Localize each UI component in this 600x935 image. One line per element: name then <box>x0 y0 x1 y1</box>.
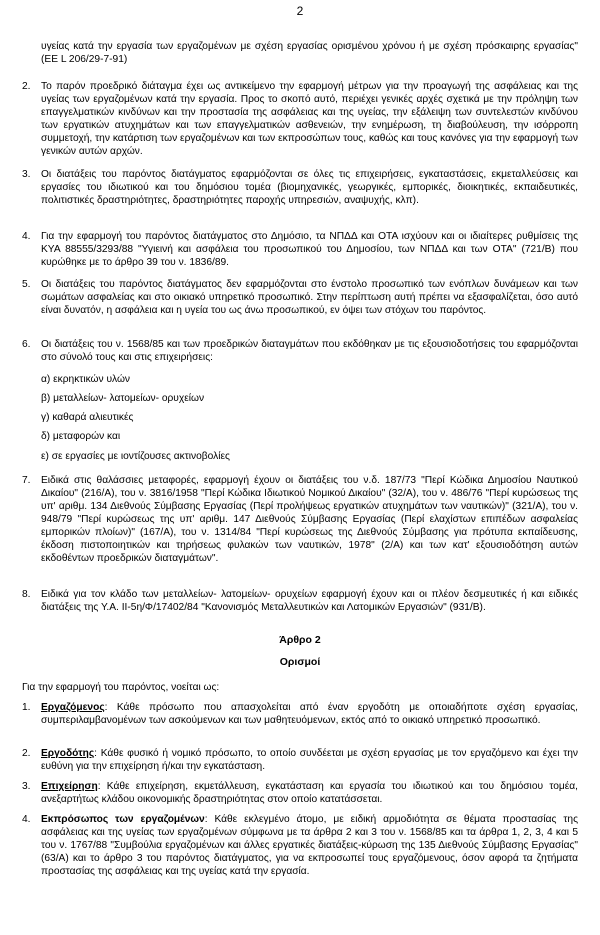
list-item <box>0 338 600 364</box>
list-item <box>0 168 600 207</box>
item-number: 4. <box>22 814 31 825</box>
item-number: 3. <box>22 169 31 180</box>
definitions-intro: Για την εφαρμογή του παρόντος, νοείται ως: <box>22 682 220 693</box>
item-text: Ειδικά για τον κλάδο των μεταλλείων- λατομείων- ορυχείων εφαρμογή έχουν και οι πλέον δεσμευτικές ή και ειδικές διατάξεις της Υ.Α. ΙΙ-5η/Φ/17402/84 "Κανονισμός Μεταλλευτικών και Λατομικών Εργασιών" (931/Β). <box>41 589 578 613</box>
item-number: 4. <box>22 231 31 242</box>
definition-term: Εκπρόσωπος των εργαζομένων <box>41 814 205 825</box>
item-number: 2. <box>22 81 31 92</box>
definition-item <box>0 747 600 773</box>
sub-item: δ) μεταφορών και <box>41 431 121 442</box>
definition-text: : Κάθε εκλεγμένο άτομο, με ειδική αρμοδιότητα σε θέματα προστασίας της ασφάλειας και της υγείας των εργαζομένων σύμφωνα με τα άρθρα 2 και 3 του ν. 1568/85 και τα άρθρα 1, 2, 3, 4 και 5 του ν. 1767/88 "Συμβούλια εργαζομένων και άλλες εργατικές διατάξεις-κύρωση της 135 Διεθνούς Σύμβασης Εργασίας" (63/Α) και το άρθρο 3 του παρόντος διατάγματος, για να εκπροσωπεί τους εργαζόμενους, όσον αφορά τα ζητήματα προστασίας της ασφάλειας και της υγείας κατά την εργασία. <box>41 814 578 877</box>
item-number: 7. <box>22 475 31 486</box>
sub-item: ε) σε εργασίες με ιοντίζουσες ακτινοβολίες <box>41 451 230 462</box>
list-item <box>0 230 600 269</box>
item-text: Οι διατάξεις του ν. 1568/85 και των προεδρικών διαταγμάτων που εκδόθηκαν με τις εξουσιοδοτήσεις του εφαρμόζονται στο σύνολό τους και στις επιχειρήσεις: <box>41 339 578 363</box>
list-item <box>0 80 600 158</box>
intro-continuation: υγείας κατά την εργασία των εργαζομένων με σχέση εργασίας ορισμένου χρόνου ή με σχέση πρόσκαιρης εργασίας" (ΕΕ L 206/29-7-91) <box>41 41 578 65</box>
item-number: 5. <box>22 279 31 290</box>
item-text: Οι διατάξεις του παρόντος διατάγματος εφαρμόζονται σε όλες τις επιχειρήσεις, εγκαταστάσεις, εκμεταλλεύσεις και εργασίες του ιδιωτικού και του δημόσιου τομέα (βιομηχανικές, γεωργικές, εμπορικές, διοικητικές, εκπαιδευτικές, πολιτιστικές δραστηριότητες, δραστηριότητες παροχής υπηρεσιών, αναψυχής, κλπ). <box>41 169 578 206</box>
item-number: 6. <box>22 339 31 350</box>
definition-term: Επιχείρηση <box>41 781 98 792</box>
sub-item: γ) καθαρά αλιευτικές <box>41 412 134 423</box>
definition-item <box>0 813 600 878</box>
item-text: Ειδικά στις θαλάσσιες μεταφορές, εφαρμογή έχουν οι διατάξεις του ν.δ. 187/73 "Περί Κώδικα Δημοσίου Ναυτικού Δικαίου" (216/Α), του ν. 3816/1958 "Περί Κώδικα Ιδιωτικού Νομικού Δικαίου" (32/Α), του ν. 486/76 "Περί κυρώσεως της υπ' αριθμ. 134 Διεθνούς Σύμβασης Εργασίας (Περί προλήψεως εργατικών ατυχημάτων των ναυτικών)" (321/Α), του ν. 948/79 "Περί κυρώσεως της υπ' αριθμ. 147 Διεθνούς Σύμβασης Εργασίας (Περί ελαχίστων επιπέδων ασφαλείας εμπορικών πλοίων)" (167/Α), του ν. 1314/84 "Περί κυρώσεως της Διεθνούς Σύμβασης για πρότυπα εκπαίδευσης, έκδοση πιστοποιητικών και τηρήσεως φυλακών των ναυτικών, 1978" (2/Α) και των κατ' εξουσιοδότηση αυτών εκδοθέντων προεδρικών διαταγμάτων". <box>41 475 578 564</box>
article-title: Ορισμοί <box>279 656 321 668</box>
article-heading: Άρθρο 2 <box>279 634 321 646</box>
item-text: Το παρόν προεδρικό διάταγμα έχει ως αντικείμενο την εφαρμογή μέτρων για την προαγωγή της ασφάλειας και της υγείας των εργαζομένων κατά την εργασία. Προς το σκοπό αυτό, περιέχει γενικές αρχές σχετικά με την πρόληψη των επαγγελματικών κινδύνων και την προστασία της ασφάλειας και της υγείας, την εξάλειψη των συντελεστών κινδύνου των εργατικών ατυχημάτων και των επαγγελματικών ασθενειών, την ενημέρωση, τη διαβούλευση, την ισόρροπη συμμετοχή, την κατάρτιση των εργαζομένων και των εκπροσώπων τους, καθώς και τους κανόνες για την εφαρμογή των γενικών αυτών αρχών. <box>41 81 578 157</box>
page-number: 2 <box>296 4 304 18</box>
item-number: 8. <box>22 589 31 600</box>
definition-text: : Κάθε πρόσωπο που απασχολείται από έναν εργοδότη με οποιαδήποτε σχέση εργασίας, συμπεριλαμβανομένων των ασκούμενων και των μαθητευόμενων, εκτός από το οικιακό υπηρετικό προσωπικό. <box>41 702 578 726</box>
definition-term: Εργοδότης <box>41 748 95 759</box>
list-item <box>0 278 600 317</box>
sub-item: β) μεταλλείων- λατομείων- ορυχείων <box>41 393 205 404</box>
list-item <box>0 588 600 614</box>
item-number: 2. <box>22 748 31 759</box>
item-number: 3. <box>22 781 31 792</box>
item-text: Για την εφαρμογή του παρόντος διατάγματος στο Δημόσιο, τα ΝΠΔΔ και ΟΤΑ ισχύουν και οι ιδιαίτερες ρυθμίσεις της ΚΥΑ 88555/3293/88 "Υγιεινή και ασφάλεια του προσωπικού του Δημοσίου, των ΝΠΔΔ και των ΟΤΑ" (721/Β) που κυρώθηκε με το άρθρο 39 του ν. 1836/89. <box>41 231 578 268</box>
item-text: Οι διατάξεις του παρόντος διατάγματος δεν εφαρμόζονται στο ένστολο προσωπικό των ενόπλων δυνάμεων και των σωμάτων ασφαλείας και στο οικιακό υπηρετικό προσωπικό. Στην περίπτωση αυτή πρέπει να εξασφαλίζεται, όσο αυτό είναι δυνατόν, η ασφάλεια και η υγεία του ως άνω προσωπικού, εν όψει των στόχων του παρόντος. <box>41 279 578 316</box>
sub-item: α) εκρηκτικών υλών <box>41 374 130 385</box>
definition-text: : Κάθε επιχείρηση, εκμετάλλευση, εγκατάσταση και εργασία του ιδιωτικού και του δημόσιου τομέα, ανεξαρτήτως κλάδου οικονομικής δραστηριότητας στον οποίο κατατάσσεται. <box>41 781 578 805</box>
item-number: 1. <box>22 702 31 713</box>
definition-text: : Κάθε φυσικό ή νομικό πρόσωπο, το οποίο συνδέεται με σχέση εργασίας με τον εργαζόμενο και έχει την ευθύνη για την επιχείρηση ή/και την εγκατάσταση. <box>41 748 578 772</box>
definition-item <box>0 701 600 727</box>
definition-item <box>0 780 600 806</box>
definition-term: Εργαζόμενος <box>41 702 105 713</box>
list-item <box>0 474 600 565</box>
